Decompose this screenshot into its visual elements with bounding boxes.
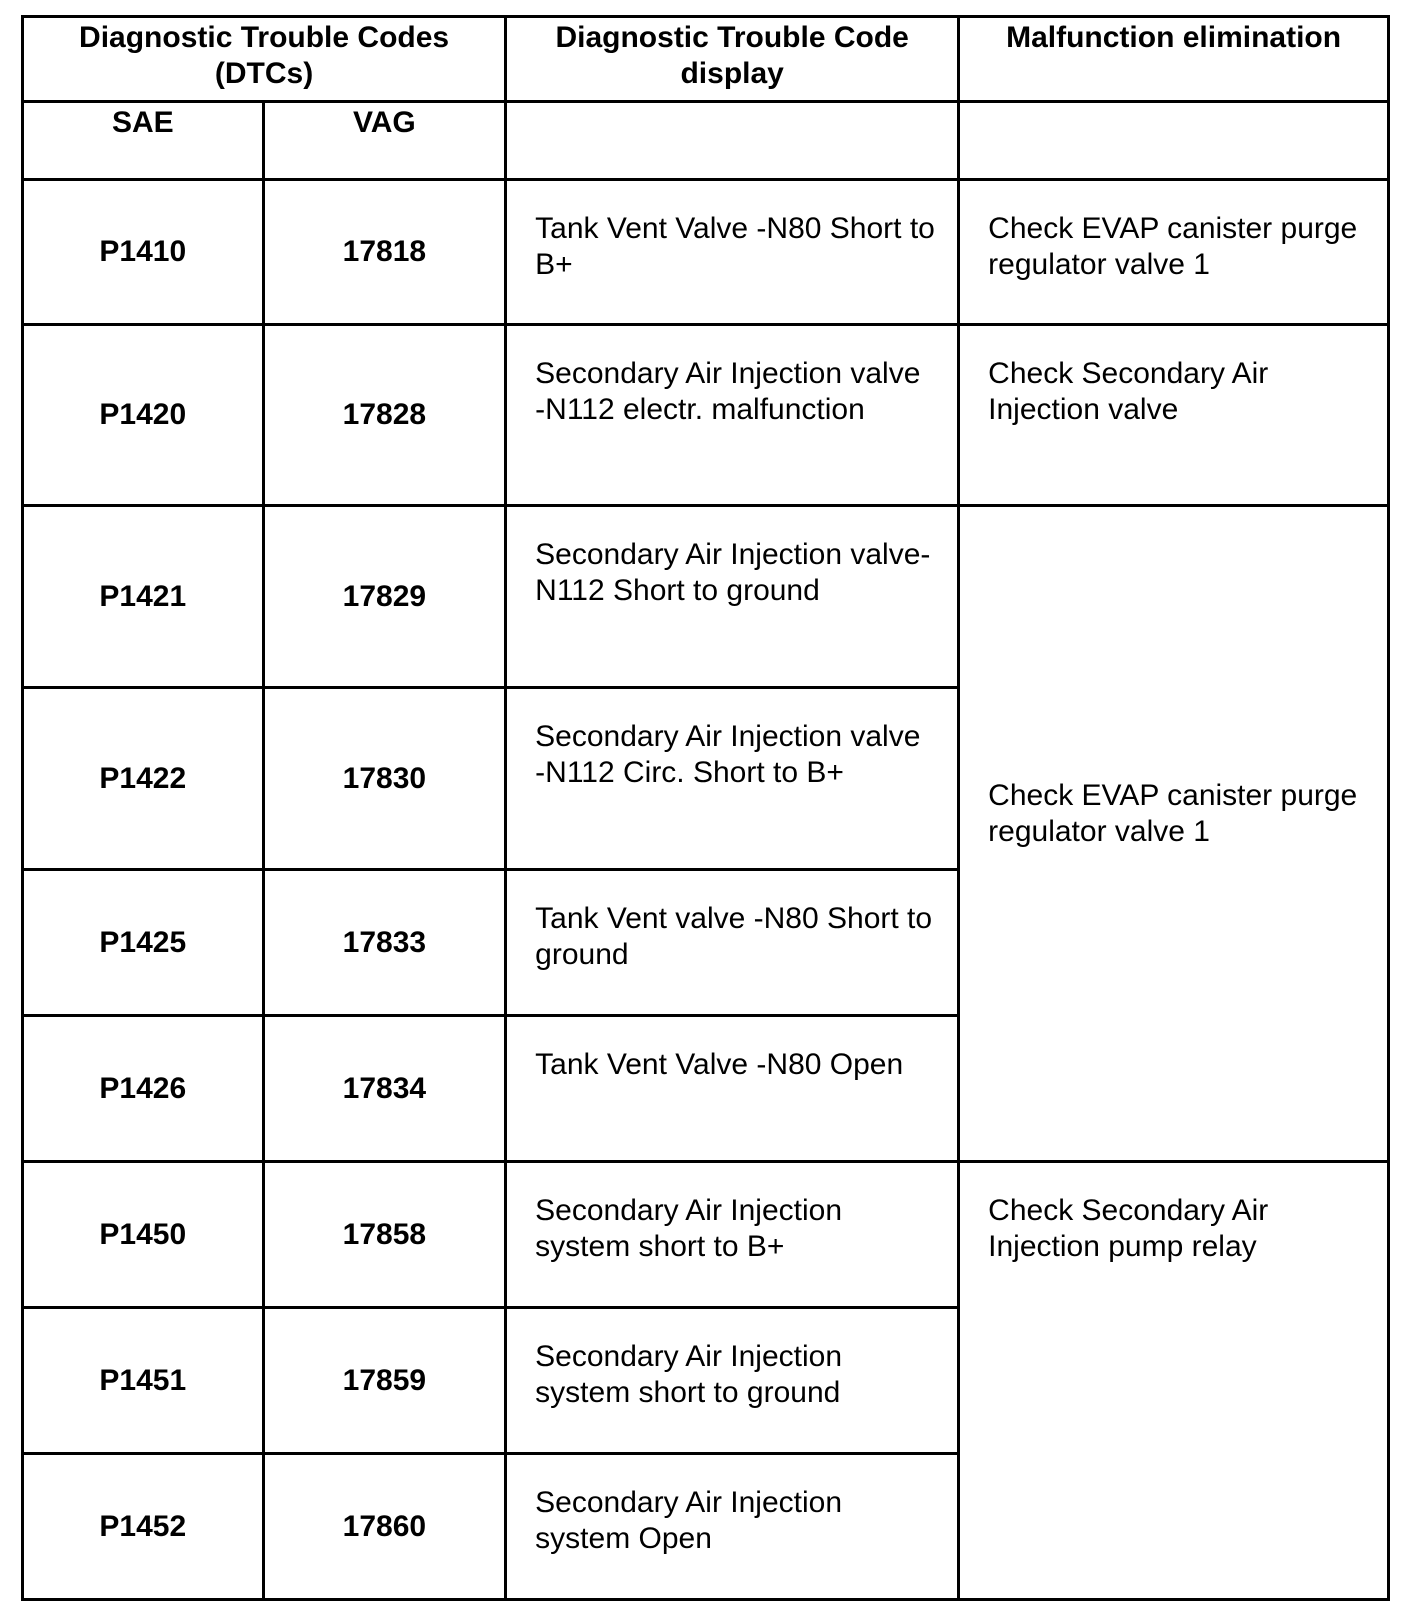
table-row	[23, 180, 1389, 325]
malfunction-elimination: Check Secondary Air Injection valve	[959, 325, 1389, 506]
header-display-text: Diagnostic Trouble Code display	[555, 21, 909, 90]
vag-code: 17860	[263, 1454, 506, 1600]
subheader-vag: VAG	[263, 102, 506, 180]
sae-code: P1421	[23, 506, 264, 688]
table-row	[23, 506, 1389, 688]
sae-code: P1425	[23, 870, 264, 1016]
dtc-display: Secondary Air Injection valve -N112 Circ. Short to B+	[506, 688, 959, 870]
sae-code: P1452	[23, 1454, 264, 1600]
sae-code: P1422	[23, 688, 264, 870]
vag-code: 17829	[263, 506, 506, 688]
dtc-display: Secondary Air Injection system short to ground	[506, 1308, 959, 1454]
malfunction-elimination-pump-relay-group: Check Secondary Air Injection pump relay	[959, 1162, 1389, 1600]
sae-code: P1451	[23, 1308, 264, 1454]
header-elimination: Malfunction elimination	[959, 17, 1389, 102]
dtc-display: Secondary Air Injection valve-N112 Short to ground	[506, 506, 959, 688]
dtc-display: Secondary Air Injection system Open	[506, 1454, 959, 1600]
subheader-display-empty	[506, 102, 959, 180]
vag-code: 17834	[263, 1016, 506, 1162]
malfunction-elimination: Check EVAP canister purge regulator valve 1	[959, 180, 1389, 325]
header-dtc-group-text: Diagnostic Trouble Codes (DTCs)	[79, 21, 450, 90]
table-row	[23, 1162, 1389, 1308]
subheader-sae: SAE	[23, 102, 264, 180]
header-row	[23, 17, 1389, 102]
header-display	[506, 17, 959, 102]
vag-code: 17858	[263, 1162, 506, 1308]
vag-code: 17859	[263, 1308, 506, 1454]
dtc-display: Secondary Air Injection system short to B+	[506, 1162, 959, 1308]
table-row	[23, 325, 1389, 506]
vag-code: 17828	[263, 325, 506, 506]
vag-code: 17818	[263, 180, 506, 325]
dtc-table	[21, 15, 1390, 1601]
dtc-display: Tank Vent Valve -N80 Open	[506, 1016, 959, 1162]
subheader-elimination-empty	[959, 102, 1389, 180]
dtc-display: Tank Vent Valve -N80 Short to B+	[506, 180, 959, 325]
sae-code: P1410	[23, 180, 264, 325]
vag-code: 17833	[263, 870, 506, 1016]
subheader-row	[23, 102, 1389, 180]
sae-code: P1450	[23, 1162, 264, 1308]
malfunction-elimination-evap-group: Check EVAP canister purge regulator valve 1	[959, 506, 1389, 1162]
header-dtc-group	[23, 17, 506, 102]
vag-code: 17830	[263, 688, 506, 870]
dtc-display: Secondary Air Injection valve -N112 electr. malfunction	[506, 325, 959, 506]
sae-code: P1426	[23, 1016, 264, 1162]
sae-code: P1420	[23, 325, 264, 506]
dtc-display: Tank Vent valve -N80 Short to ground	[506, 870, 959, 1016]
